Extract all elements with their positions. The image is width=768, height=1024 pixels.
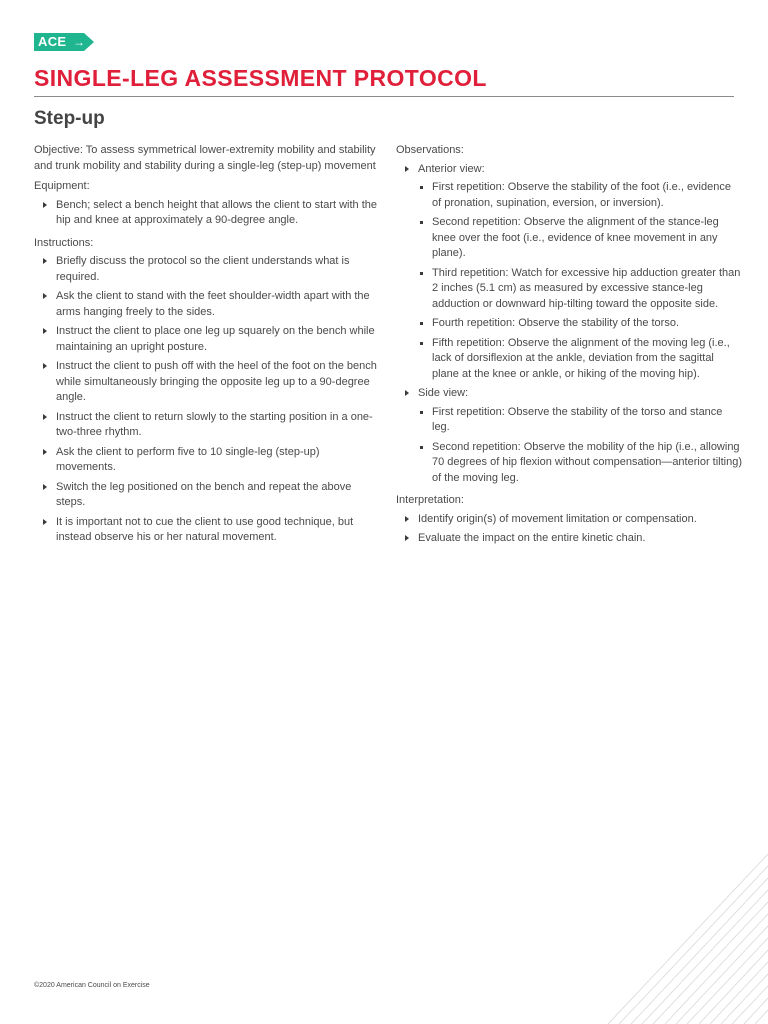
list-item: Fourth repetition: Observe the stability of the torso. <box>418 316 742 332</box>
square-bullet-icon <box>420 322 423 325</box>
anterior-view-list <box>418 180 742 382</box>
list-item: Briefly discuss the protocol so the client understands what is required. <box>34 254 380 285</box>
list-item: Third repetition: Watch for excessive hip adduction greater than 2 inches (5.1 cm) as measured by excessive stance-leg adduction or downward hip-tilting toward the opposite side. <box>418 266 742 313</box>
bullet-icon <box>405 516 409 522</box>
list-item: Ask the client to perform five to 10 single-leg (step-up) movements. <box>34 445 380 476</box>
list-item: Second repetition: Observe the alignment of the stance-leg knee over the foot (i.e., evidence of knee movement in any plane). <box>418 215 742 262</box>
bullet-icon <box>43 484 47 490</box>
instructions-list <box>34 254 380 546</box>
observations-label: Observations: <box>396 144 464 156</box>
bullet-icon <box>405 166 409 172</box>
bullet-icon <box>43 202 47 208</box>
list-item: First repetition: Observe the stability of the torso and stance leg. <box>418 405 742 436</box>
square-bullet-icon <box>420 186 423 189</box>
list-item: First repetition: Observe the stability of the foot (i.e., evidence of pronation, supination, eversion, or inversion). <box>418 180 742 211</box>
section-title: Step-up <box>34 108 105 129</box>
header-divider <box>34 96 734 97</box>
list-item: Instruct the client to place one leg up squarely on the bench while maintaining an upright posture. <box>34 324 380 355</box>
list-item: Switch the leg positioned on the bench and repeat the above steps. <box>34 480 380 511</box>
interpretation-list <box>396 512 742 547</box>
square-bullet-icon <box>420 221 423 224</box>
equipment-label: Equipment: <box>34 180 90 192</box>
diagonal-lines-decoration <box>608 854 768 1024</box>
objective-text: Objective: To assess symmetrical lower-extremity mobility and stability and trunk mobility and stability during a single-leg (step-up) movement <box>34 144 376 172</box>
list-item: Ask the client to stand with the feet shoulder-width apart with the arms hanging freely to the sides. <box>34 289 380 320</box>
copyright-footer: ©2020 American Council on Exercise <box>34 982 150 989</box>
side-view-label: Side view: <box>418 387 469 399</box>
square-bullet-icon <box>420 342 423 345</box>
list-item <box>396 162 742 383</box>
bullet-icon <box>43 449 47 455</box>
logo-text: ACE <box>38 34 67 49</box>
bullet-icon <box>43 258 47 264</box>
list-item: Second repetition: Observe the mobility of the hip (i.e., allowing 70 degrees of hip flexion without compensation—anterior tilting) of the moving leg. <box>418 440 742 487</box>
list-item: Bench; select a bench height that allows the client to start with the hip and knee at approximately a 90-degree angle. <box>34 198 380 229</box>
right-column <box>396 143 742 554</box>
bullet-icon <box>43 519 47 525</box>
square-bullet-icon <box>420 411 423 414</box>
square-bullet-icon <box>420 272 423 275</box>
equipment-list <box>34 198 380 229</box>
bullet-icon <box>43 293 47 299</box>
bullet-icon <box>43 363 47 369</box>
arrow-icon: → <box>73 35 85 49</box>
square-bullet-icon <box>420 446 423 449</box>
anterior-view-label: Anterior view: <box>418 162 485 175</box>
list-item: Identify origin(s) of movement limitation or compensation. <box>396 512 742 528</box>
list-item <box>396 386 742 486</box>
list-item: It is important not to cue the client to use good technique, but instead observe his or her natural movement. <box>34 515 380 546</box>
bullet-icon <box>43 328 47 334</box>
list-item: Instruct the client to push off with the heel of the foot on the bench while simultaneously bringing the opposite leg up to a 90-degree angle. <box>34 359 380 406</box>
observations-list <box>396 162 742 487</box>
list-item: Evaluate the impact on the entire kinetic chain. <box>396 531 742 547</box>
list-item: Fifth repetition: Observe the alignment of the moving leg (i.e., lack of dorsiflexion at the ankle, deviation from the sagittal plane at the knee or ankle, or hiking of the moving hip). <box>418 336 742 383</box>
bullet-icon <box>405 390 409 396</box>
side-view-list <box>418 405 742 487</box>
bullet-icon <box>43 414 47 420</box>
instructions-label: Instructions: <box>34 236 94 249</box>
list-item: Instruct the client to return slowly to the starting position in a one-two-three rhythm. <box>34 410 380 441</box>
left-column <box>34 143 380 553</box>
ace-logo <box>34 33 94 51</box>
interpretation-label: Interpretation: <box>396 494 464 506</box>
page-title: SINGLE-LEG ASSESSMENT PROTOCOL <box>34 65 487 91</box>
bullet-icon <box>405 535 409 541</box>
